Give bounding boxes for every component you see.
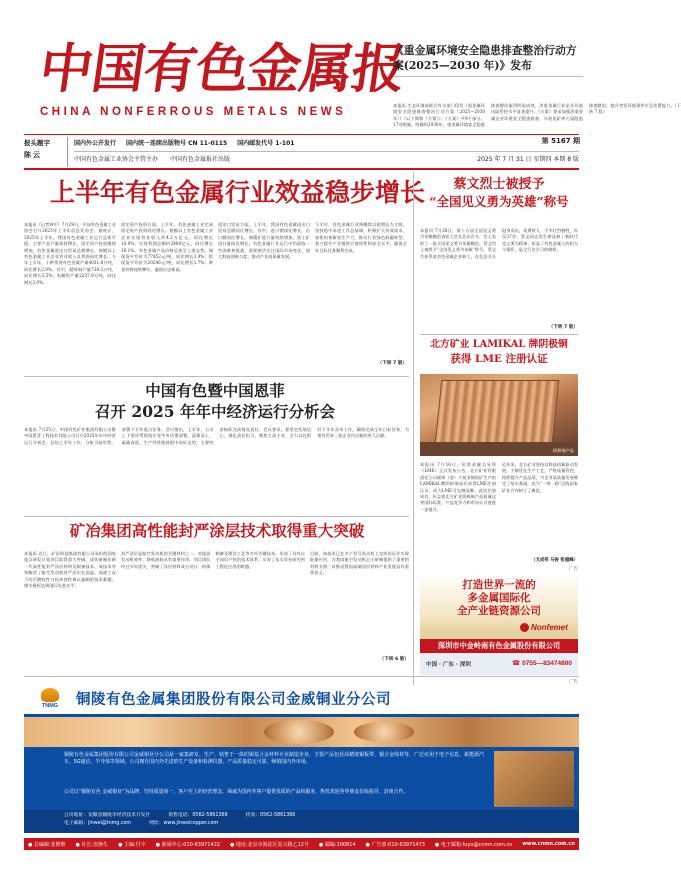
tnmg-logo-icon bbox=[41, 688, 59, 702]
footer-editor: ● 主编:付宇 bbox=[118, 841, 146, 848]
tnmg-desc: 铜陵有色金属集团股份有限公司金威铜业分公司是一家集研发、生产、销售于一体的铜基合金材料专业制造企业，主要产品包括高精度铜板带、铜合金线材等，广泛应用于电子信息、新能源汽车、5G通信、半导体等领域。公司拥有国内外先进的生产设备和检测仪器，产品质量稳定可靠，畅销国内外市场。 bbox=[64, 752, 484, 765]
nonfemet-ad[interactable] bbox=[420, 573, 578, 675]
mining-text-3: 目前，该技术已在多个型号发动机上完成验证并实现批量应用，为我国航空发动机自主研制提供了重要的材料支撑，对推动我国高端涂层材料产业发展具有重要意义。 bbox=[310, 551, 409, 576]
contact-fax: 传真：0562-5861366 bbox=[245, 813, 296, 818]
contact-address: 公司地址：安徽省铜陵市经济技术开发区 bbox=[64, 813, 151, 818]
ad-label-right: 广告 bbox=[569, 567, 578, 572]
lead-col-1: 本报讯（记者钟平）7月29日，中国有色金属工业协会召开2025年上半年信息发布会。据统计，2025年上半年，我国有色金属工业运行总体平稳，主要产品产量保持增长，固定资产投资继续增加，有色金属进出口贸易总额增长，规模以上有色金属工业企业营业收入及利润同比增长。今年上半年，十种常用有色金属产量4031.8万吨，同比增长2.9%。其中，精炼铜产量738.3万吨，同比增长3.5%；电解铝产量2237.9万吨，同比增长3.0%。 bbox=[24, 222, 116, 285]
tnmg-banner-image bbox=[24, 717, 579, 747]
editor-label: 报头题字 bbox=[24, 139, 50, 147]
distribution-note: 国内外公开发行 bbox=[74, 140, 117, 147]
mining-continue: （下转 6 版） bbox=[379, 657, 409, 662]
sponsor: 中国有色金属工业协会主管主办 bbox=[74, 156, 159, 163]
meeting-headline: 中国有色暨中国恩菲 召开 2025 年年中经济运行分析会 bbox=[95, 381, 335, 421]
footer-postcode: ● 邮编:100814 bbox=[318, 841, 356, 848]
footer-address: ● 地址:北京市海淀区复兴路乙12号 bbox=[229, 841, 309, 848]
footer-ad-dept: ● 广告部:010-63971473 bbox=[365, 841, 425, 848]
contact-email: 电子邮箱：jinwei@tnmg.com bbox=[64, 820, 132, 826]
lme-byline: （戈成祥 马俊 张越峰） bbox=[531, 558, 578, 563]
photo-caption: 阴极铜产品 bbox=[553, 448, 574, 453]
footer-chief-editor: ● 总编辑:张维维 bbox=[28, 841, 66, 848]
tnmg-logo: TNMG bbox=[32, 688, 68, 712]
ad-company-name: 深圳市中金岭南有色金属股份有限公司 bbox=[420, 639, 578, 653]
ad-slogan: 打造世界一流的 多金属国际化 全产业链资源公司 bbox=[457, 579, 541, 617]
contact-web: 网址：www.jinweicopper.com bbox=[149, 820, 219, 826]
mining-headline: 矿冶集团高性能封严涂层技术取得重大突破 bbox=[69, 521, 365, 540]
tnmg-desc2: 公司以“铜陵有色 金威铜业”为品牌，坚持质量第一、客户至上的经营理念，竭诚为国内外客户提供优质的产品和服务，热忱欢迎各界朋友莅临指导、洽谈合作。 bbox=[64, 789, 409, 795]
tnmg-contact bbox=[24, 810, 579, 833]
masthead-english: CHINA NONFERROUS METALS NEWS bbox=[40, 106, 347, 118]
masthead-title: 中国有色金属报 bbox=[35, 38, 409, 100]
editor-box bbox=[24, 137, 68, 167]
cathode-copper-photo bbox=[420, 374, 578, 456]
footer-website[interactable]: www.cnmn.com.cn bbox=[522, 841, 575, 847]
mining-text-1: 本报讯 近日，矿冶科技集团有限公司承担的国家重点研发计划项目取得重大突破，成功研制出新一代高性能封严涂层材料及制备技术。该技术有效解决了航空发动机封严涂层在高温、高速工况下的可磨耗性与抗冲蚀性难以兼顾的技术难题，相关指标达到国际先进水平。 bbox=[24, 551, 116, 589]
cai-text: 本报讯 7月28日，第十五届全国见义勇为英雄模范表彰大会在北京召开，会上表彰了一批全国见义勇为英雄模范。蔡文烈士被授予“全国见义勇为英雄”称号。蔡文生前系某有色金属企业职工，在危急关头挺身而出，英勇救人，不幸壮烈牺牲，年仅37岁。蔡文同志用生命诠释了新时代见义勇为精神，彰显了有色金属人的担当与情怀，是全行业学习的榜样。 bbox=[420, 228, 578, 259]
meeting-text: 本报讯 7月25日，中国有色矿业集团有限公司暨中国恩菲工程技术有限公司召开2025年年中经济运行分析会，总结上半年工作，分析当前形势，部署下半年重点任务。会议指出，上半年，公司上下坚决贯彻落实党中央决策部署，迎难而上、砥砺奋进，生产经营保持稳中向好态势，主要经济指标完成情况良好。会议要求，要坚定发展信心，强化责任担当，聚焦主责主业，全力以赴抓好下半年各项工作，确保完成全年目标任务，为建设世界一流企业作出新的更大贡献。 bbox=[24, 427, 409, 445]
nonfemet-logo-icon bbox=[520, 623, 529, 632]
mining-text-2: 封严涂层是航空发动机的关键材料之一，对提高发动机效率、降低油耗具有重要作用。项目团队经过多年攻关，突破了涂层材料成分设计、粉体制备及喷涂工艺等多项关键技术，形成了具有自主知识产权的技术体系，实现了从实验室研究到工程化应用的跨越。 bbox=[121, 551, 305, 569]
cai-headline: 蔡文烈士被授予 “全国见义勇为英雄”称号 bbox=[429, 177, 569, 209]
nonfemet-logo: Nonfemet bbox=[520, 623, 568, 632]
top-right-text: 本报讯 生态环境部联合有关部门印发《重金属环境安全隐患排查整治行动方案（2025—2030年）》（以下简称《方案》）。《方案》共9个部分、17项措施，明确到2030年，重金属环境安全隐患排查整治取得明显成效，涉重金属行业企业环境风险管控水平显著提升。《方案》要求加强涉重金属企业环境安全隐患排查，开展尾矿库污染隐患排查整治，提升突发环境事件应急处置能力。（下转 7 版） bbox=[393, 103, 681, 128]
lead-headline: 上半年有色金属行业效益稳步增长 bbox=[50, 178, 426, 207]
footer-president: ● 社长:安静生 bbox=[75, 841, 109, 848]
lead-continue: （下转 7 版） bbox=[377, 361, 407, 366]
lme-text-1: 本报讯 7月16日，伦敦金属交易所（LME）正式发布公告，北方矿业有限责任公司刚果（金）卡莫亚铜钴矿生产的LAMIKAL牌阴极铜成功获得LME注册认证，成为LME可交割品牌。此次注册成功，标志着北方矿业阴极铜产品质量达到国际标准，产品竞争力和市场认可度进一步提升。 bbox=[420, 462, 496, 512]
publisher: 中国有色金属报社出版 bbox=[170, 156, 231, 163]
tnmg-ad[interactable] bbox=[24, 685, 579, 833]
editor-name: 陈云 bbox=[24, 151, 42, 159]
cn-number: 国内统一连续出版物号 CN 11-0115 bbox=[126, 140, 228, 147]
issue-number: 第 5167 期 bbox=[541, 137, 580, 145]
footer-email: ● 电子邮箱:fuyu@cnmn.com.cn bbox=[434, 841, 513, 848]
postal-code: 国内邮发代号 1-101 bbox=[237, 140, 295, 147]
tnmg-header bbox=[24, 685, 579, 715]
tnmg-photo-right bbox=[494, 751, 574, 807]
masthead bbox=[35, 38, 409, 130]
publish-date: 2025 年 7 月 31 日 星期四 本期 8 版 bbox=[477, 156, 579, 163]
lead-col-3: 进出口贸易方面，上半年，我国有色金属进出口贸易总额同比增长。其中，进口额同比增长，出口额同比增长。铜精矿进口量持续增加，铝土矿进口量同比增长。有色金属行业运行中仍面临一些困难和挑战，需要密切关注国际市场变化，加大科技创新力度，推动产业高质量发展。 bbox=[218, 222, 310, 260]
lme-headline: 北方矿业 LAMIKAL 牌阴极铜 获得 LME 注册认证 bbox=[430, 339, 568, 365]
lead-col-4: 下半年，有色金属行业将继续以稳增长为主线，坚持稳中求进工作总基调，积极扩大有效需求，加快培育新质生产力，推动行业绿色低碳转型，着力提升产业链供应链韧性和安全水平，确保全年目标任务顺利完成。 bbox=[315, 222, 407, 253]
top-right-title: 《重金属环境安全隐患排查整治行动方案(2025—2030 年)》发布 bbox=[393, 44, 577, 72]
phone-icon: ☎ bbox=[512, 659, 521, 667]
ad-location: 中国 · 广东 · 深圳 bbox=[426, 662, 471, 668]
ad-phone: ☎ 0755—83474800 bbox=[512, 659, 572, 667]
footer-bar bbox=[24, 838, 579, 850]
lead-col-2: 固定资产投资方面，上半年，有色金属工业完成固定资产投资同比增长。规模以上有色金属工业企业实现营业收入约4.2万亿元，同比增长10.9%；实现利润总额约2460亿元，同比增长16.1%。有色金属产品价格总体呈上涨态势。铜现货平均价为77852元/吨，同比增长3.9%；铝现货平均价为20246元/吨，同比增长1.7%；黄金价格持续攀升，屡创历史新高。 bbox=[121, 222, 213, 272]
ad-label-bottom: 广告 bbox=[569, 680, 578, 685]
lme-text-2: 近年来，北方矿业坚持以科技创新驱动发展，不断优化生产工艺，严格质量管控，持续提升产品品质，为企业高质量发展奠定了坚实基础，也为“一带一路”沿线国家矿业合作树立了典范。 bbox=[502, 462, 578, 493]
tnmg-company: 铜陵有色金属集团股份有限公司金威铜业分公司 bbox=[76, 692, 391, 708]
cai-continue: （下转 7 版） bbox=[548, 325, 578, 330]
footer-news-center: ● 新闻中心:010-63971422 bbox=[155, 841, 221, 848]
contact-phone: 销售电话：0562-5861366 bbox=[168, 813, 228, 818]
infobar-row2 bbox=[74, 154, 579, 166]
